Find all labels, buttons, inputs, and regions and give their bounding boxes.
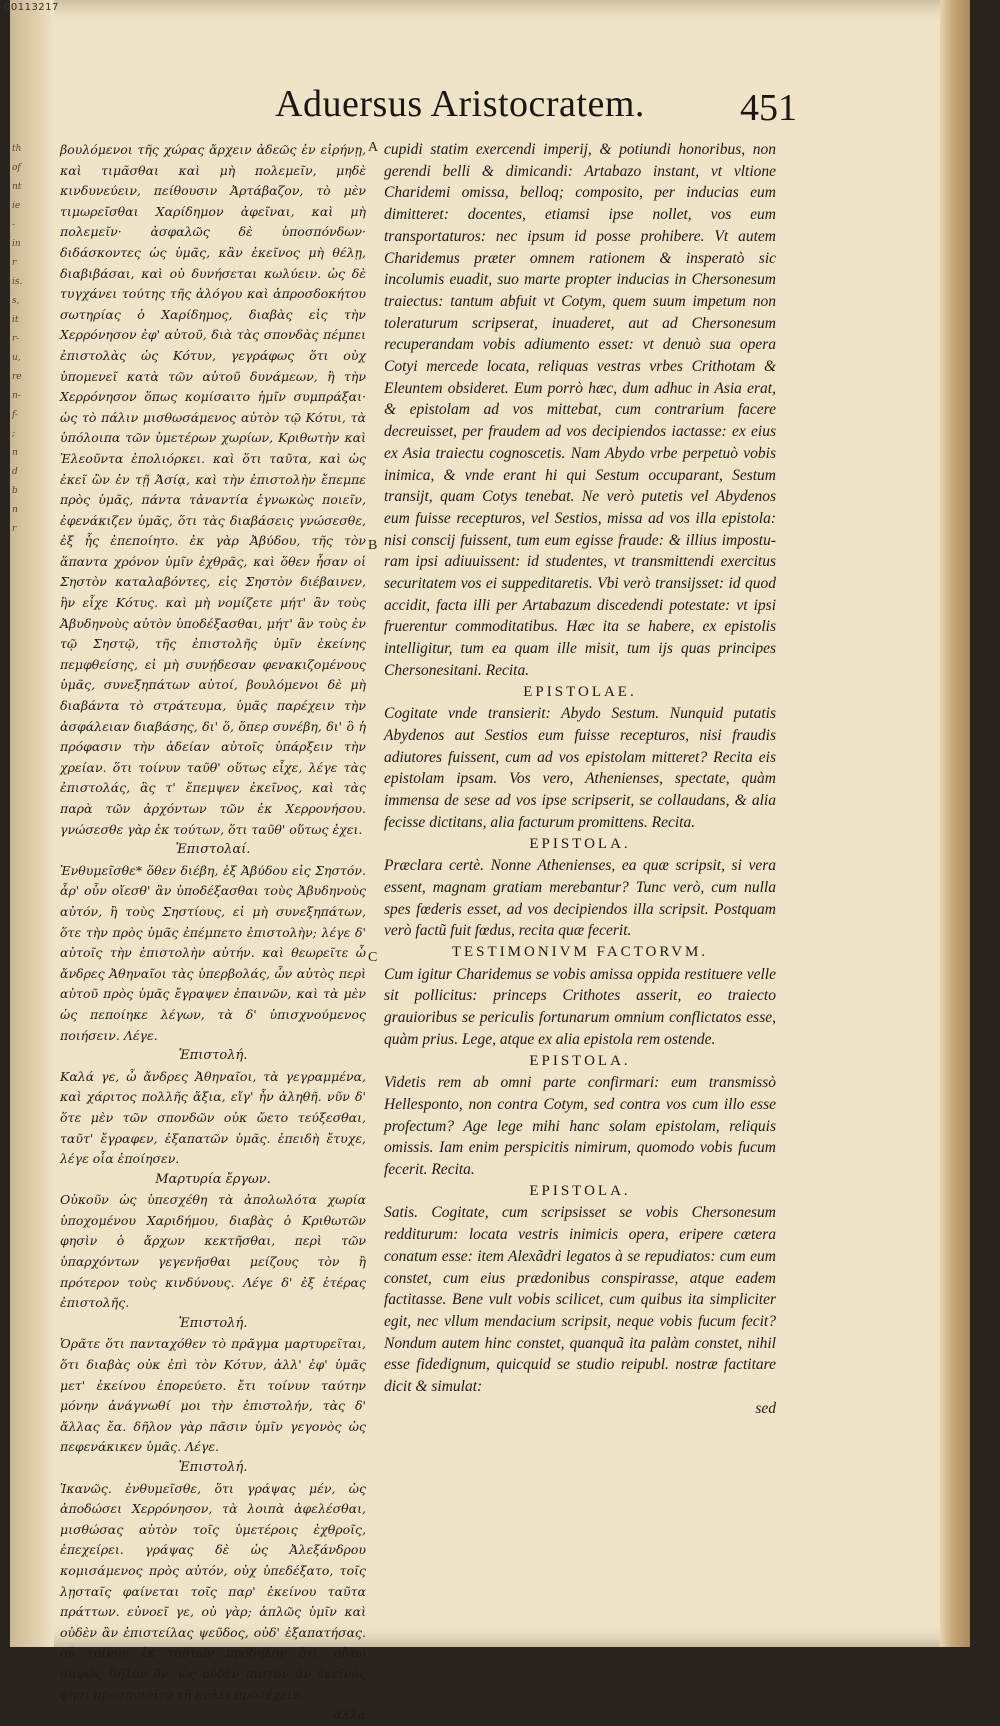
margin-marker-c: C <box>368 950 378 965</box>
latin-section-text: Cogitate vnde transierit: Abydo Sestum. Nunquid putatis Abydenos aut Sestios eum fuisse recepturos, nisi fraudis adiutores fuissent, cum ad vos epistolam mitteret? Recita eis epistolam ipsam. Vos vero, Athenienses, spectate, quàm immensa de sese ad vos ipse scripserit, se collaudans, & alia fecisse dictitans, alia facturum promittens. Recita. <box>384 705 776 831</box>
latin-section-heading: EPISTOLA. <box>529 1182 631 1199</box>
greek-section-heading: Ἐπιστολή. <box>178 1315 248 1331</box>
latin-section-text: Satis. Cogitate, cum scripsisset se vobis Chersonesum redditurum: locata vestris inimicis opera, eripere cætera conatum esse: item Alexãdri legatos à se repudiatos: cum eum constet, cum eius prædonibus conspirasse, atque eadem factitasse. Bene vult vobis scilicet, cum quibus ita simpliciter egit, nec vllum mendacium scripsit, neque vobis fucum fecit? Nondum autem hinc constet, quanquã ita palàm constet, nihil esse fidedignum, quicquid se studio reipubl. nostræ factitare dicit & simulat: <box>384 1204 776 1396</box>
greek-section-text: Ἐνθυμεῖσθε* ὅθεν διέβη, ἐξ Ἀβύδου εἰς Σηστόν. ἆρ' οὖν οἴεσθ' ἂν ὑποδέξασθαι τοὺς Ἀβυδηνοὺς αὐτόν, ἢ τοὺς Σηστίους, εἰ μὴ συνεξηπάτων, ὅτε τὴν πρὸς ὑμᾶς ἐπέμπετο ἐπιστολὴν; λέγε δ' αὐτοῖς τὴν ἐπιστολὴν αὐτήν. καὶ θεωρεῖτε ὦ ἄνδρες Ἀθηναῖοι τὰς ὑπερβολάς, ὧν αὐτὸς περὶ αὑτοῦ πρὸς ὑμᾶς ἔγραψεν ἐπαινῶν, καὶ τὰ μὲν ὡς πεποίηκε λέγων, τὰ δ' ὑπισχνούμενος ποιήσειν. Λέγε. <box>60 862 366 1043</box>
greek-section-text: Ὁρᾶτε ὅτι πανταχόθεν τὸ πρᾶγμα μαρτυρεῖται, ὅτι διαβὰς οὐκ ἐπὶ τὸν Κότυν, ἀλλ' ἐφ' ὑμᾶς μετ' ἐκείνου ἐπορεύετο. ἔτι τοίνυν ταύτην μόνην ἀνάγνωθί μοι τὴν ἐπιστολήν, τὰς δ' ἄλλας ἔα. δῆλον γὰρ πᾶσιν ὑμῖν γεγονὸς ὡς πεφενάκικεν ὑμᾶς. Λέγε. <box>60 1336 366 1455</box>
catalog-id: 00113217 <box>4 2 59 13</box>
page-edge-shadow <box>940 0 970 1647</box>
latin-section-heading: EPISTOLA. <box>529 835 631 852</box>
facing-page-fragments: th of nt ie - in r is. s, it r- u, re n- f- ; n d b n r <box>12 144 23 534</box>
greek-text-column <box>60 140 366 1726</box>
margin-marker-a: A <box>368 140 379 155</box>
greek-section-text: Ἱκανῶς. ἐνθυμεῖσθε, ὅτι γράψας μέν, ὡς ἀποδώσει Χερρόνησον, τὰ λοιπὰ ἀφελέσθαι, μισθώσας αὑτὸν τοῖς ὑμετέροις ἐχθροῖς, ἐπεχείρει. γράψας δὲ ὡς Ἀλεξάνδρου κομισάμενος πρὸς αὐτόν, οὐχ ὑπεδέξατο, τοῖς λῃσταῖς φαίνεται τοῖς παρ' ἐκείνου ταῦτα πράττων. εὐνοεῖ γε, οὐ γὰρ; ἁπλῶς ὑμῖν καὶ οὐδὲν ἂν ἐπιστείλας ψεῦδος, οὐδ' ἐξαπατήσας. οὐ τοίνυν ἐκ τούτων πρόδηλον ὅτι, οὕτω σαφῶς δῆλον ὄν, ὡς οὐδὲν πιστὸν ἂν ἐκεῖνός φησι προσποιοῖτο τῇ πόλει προσέχειν. <box>60 1480 366 1702</box>
latin-section-heading: EPISTOLAE. <box>523 683 637 700</box>
greek-section-heading: Ἐπιστολαί. <box>175 842 251 858</box>
facing-page-edge <box>10 0 54 1647</box>
latin-section-heading: EPISTOLA. <box>529 1052 631 1069</box>
greek-section-text: Οὐκοῦν ὡς ὑπεσχέθη τὰ ἀπολωλότα χωρία ὑποχομένου Χαριδήμου, διαβὰς ὁ Κριθωτῶν φησὶν ὁ ἄρχων κεκτῆσθαι, περὶ τῶν ὑπαρχόντων γεγενῆσθαι μείζους τὸν ἢ πρότερον τοὺς κινδύνους. Λέγε δ' ἐξ ἑτέρας ἐπιστολῆς. <box>60 1192 366 1311</box>
greek-catchword: ἀλλὰ <box>333 1707 366 1723</box>
greek-section-heading: Ἐπιστολή. <box>178 1460 248 1475</box>
latin-section-text: Cum igitur Charidemus se vobis amissa oppida restituere velle sit pollicitus: princeps Crithotes asserit, eo traiecto grauioribus se periculis fortunarum omnium conflictatos esse, quàm prius. Lege, atque ex alia epistola rem ostende. <box>384 965 776 1048</box>
latin-catchword: sed <box>755 1399 776 1417</box>
greek-section-heading: Ἐπιστολή. <box>178 1048 248 1064</box>
latin-section-text: Videtis rem ab omni parte confirmari: eum transmissò Hellesponto, non contra Cotym, sed contra vos cum illo esse profectum? Age lege mihi hanc solam epistolam, reliquis omissis. Iam enim perspicitis nimirum, quomodo vobis fucum fecerit. Recita. <box>384 1074 776 1179</box>
page-number: 451 <box>740 87 797 129</box>
latin-section-heading: TESTIMONIVM FACTORVM. <box>451 944 709 961</box>
greek-section-text: Καλά γε, ὦ ἄνδρες Ἀθηναῖοι, τὰ γεγραμμένα, καὶ χάριτος πολλῆς ἄξια, εἴγ' ἦν ἀληθῆ. νῦν δ' ὅτε μὲν τῶν σπονδῶν οὐκ ὤετο τεύξεσθαι, ταῦτ' ἔγραφεν, ἐξαπατῶν ὑμᾶς. ἐπειδὴ ἔτυχε, λέγε οἷα ἐποίησεν. <box>60 1068 366 1167</box>
latin-section-text: Præclara certè. Nonne Athenienses, ea quæ scripsit, si vera essent, magnam gratiam merebantur? Tunc verò, cum nulla spes fœderis esset, ad vos decipiendos illa scripsit. Postquam verò factũ fuit fœdus, recita quæ fecerit. <box>384 857 776 940</box>
running-head: Aduersus Aristocratem. <box>275 83 645 125</box>
greek-paragraph: βουλόμενοι τῆς χώρας ἄρχειν ἀδεῶς ἐν εἰρήνῃ, καὶ τιμᾶσθαι καὶ μὴ πολεμεῖν, μηδὲ κινδυνεύειν, πείθουσιν Ἀρτάβαζον, τὸ μὲν τιμωρεῖσθαι Χαρίδημον ἀφεῖναι, καὶ μὴ πολεμεῖν· ἀσφαλῶς δὲ ὑποσπόνδων· διδάσκοντες ὡς ὑμᾶς, κἂν ἐκεῖνος μὴ θέλῃ, διαβιβάσαι, καὶ οὐ δυνήσεται κωλύειν. ὡς δὲ τυγχάνει τούτης τῆς ἀλόγου καὶ ἀπροσδοκήτου σωτηρίας ὁ Χαρίδημος, διαβὰς εἰς τὴν Χερρόνησον ἐφ' αὑτοῦ, διὰ τὰς σπονδὰς πέμπει ἐπιστολὰς ὡς Κότυν, γεγράφως ὅτι οὐχ ὑπομενεῖ κατὰ τῶν αὐτοῦ δυνάμεων, ἢ τὴν Χερρόνησον ὅπως κομίσαιτο ἡμῖν συμπράξαι· ὡς τὸ πάλιν μισθωσάμενος αὐτὸν τῷ Κότυι, τὰ ὑπόλοιπα τῶν ὑμετέρων χωρίων, Κριθωτὴν καὶ Ἐλεοῦντα ἐπολιόρκει. καὶ ὅτι ταῦτα, καὶ ὡς ἐκεῖ ὢν ἐν τῇ Ἀσίᾳ, καὶ τὴν ἐπιστολὴν ἔπεμπε πρὸς ὑμᾶς, πάντα τἀναντία ἐγνωκὼς ποιεῖν, ἐφενάκιζεν ὑμᾶς, ὅτι τὰς διαβάσεις γνώσεσθε, ἐξ ἧς ἐπεποίητο. ἐκ γὰρ Ἀβύδου, τῆς τὸν ἅπαντα χρόνον ὑμῖν ἐχθρᾶς, καὶ ὅθεν ἦσαν οἱ Σηστὸν καταλαβόντες, εἰς Σηστὸν διέβαινεν, ἣν εἶχε Κότυς. καὶ μὴ νομίζετε μήτ' ἂν τοὺς Ἀβυδηνοὺς αὐτὸν ὑποδέξασθαι, μήτ' ἂν τοὺς ἐν τῷ Σηστῷ, τῆς ἐπιστολῆς ὑμῖν ἐκείνης πεμφθείσης, εἰ μὴ συνῄδεσαν φενακιζομένους ὑμᾶς, συνεξηπάτων αὐτοί, βουλόμενοι δὲ μὴ διαβάντα τὸ στράτευμα, ὑμᾶς παρέχειν τὴν ἀσφάλειαν διαβάσης, δι' ὅ, ὅπερ συνέβη, δι' ὃ ἡ πρόφασιν τὴν ἀδείαν αὐτοῖς ὑπάρξειν τὴν χρείαν. ὅτι τοίνυν ταῦθ' οὕτως εἶχε, λέγε τὰς ἐπιστολάς, ἃς τ' ἔπεμψεν ἐκεῖνος, καὶ τὰς παρὰ τῶν ἀρχόντων τῶν ἐκ Χερρονήσου. γνώσεσθε γὰρ ἐκ τούτων, ὅτι ταῦθ' οὕτως ἐχει. <box>60 142 366 837</box>
latin-text-column <box>384 139 776 1419</box>
greek-section-heading: Μαρτυρία ἔργων. <box>155 1171 271 1187</box>
margin-marker-b: B <box>368 538 378 553</box>
latin-intro-paragraph: cupidi statim exercendi imperij, & potiundi honoribus, non gerendi belli & dimicandi: Artabazo instant, vt vltione Charidemi omissa, belloq; composito, per inducias eum dimitteret: docentes, etiamsi ipse nollet, vos eum transportaturos: nec ipsum id posse prohibere. Vt autem Charidemus præter omnem rationem & insperatò sic incolumis euadit, suo marte propter inducias in Chersonesum traiectus: tantum abfuit vt Cotym, quem suum impetum non toleraturum scripserat, inuaderet, aut ad Chersonesum recuperandam vobis adiumento esset: vt denuò sua opera Cotyi mercede locata, reliquas vestras vrbes Crithotam & Eleuntem obsideret. Eum porrò hæc, dum adhuc in Asia erat, & epistolam ad vos mittebat, cum contrarium facere decreuisset, per fraudem ad vos decipiendos iactasse: ex eius ex Asia traiectu cognoscetis. Nam Abydo vrbe perpetuò vobis inimica, & vnde erant hi qui Sestum occuparant, Sestum transijt, quam Cotys tenebat. Ne verò putetis vel Abydenos eum fuisse recepturos, vel Sestios, missa ad vos illa epistola: nisi conscij fuissent, tum eum egisse fraude: & illius imposturam ipsi adiuuissent: id studentes, vt transmittendi exercitus securitatem vos ei suppeditaretis. Vbi verò transijsset: id quod accidit, facta illi per Artabazum discedendi potestate: vt ipsi fruerentur commoditatibus. Hæc ita se habere, ex epistolis intelligitur, tum ea quam ille misit, tum ijs quas principes Chersonesitani. Recita. <box>384 141 776 679</box>
